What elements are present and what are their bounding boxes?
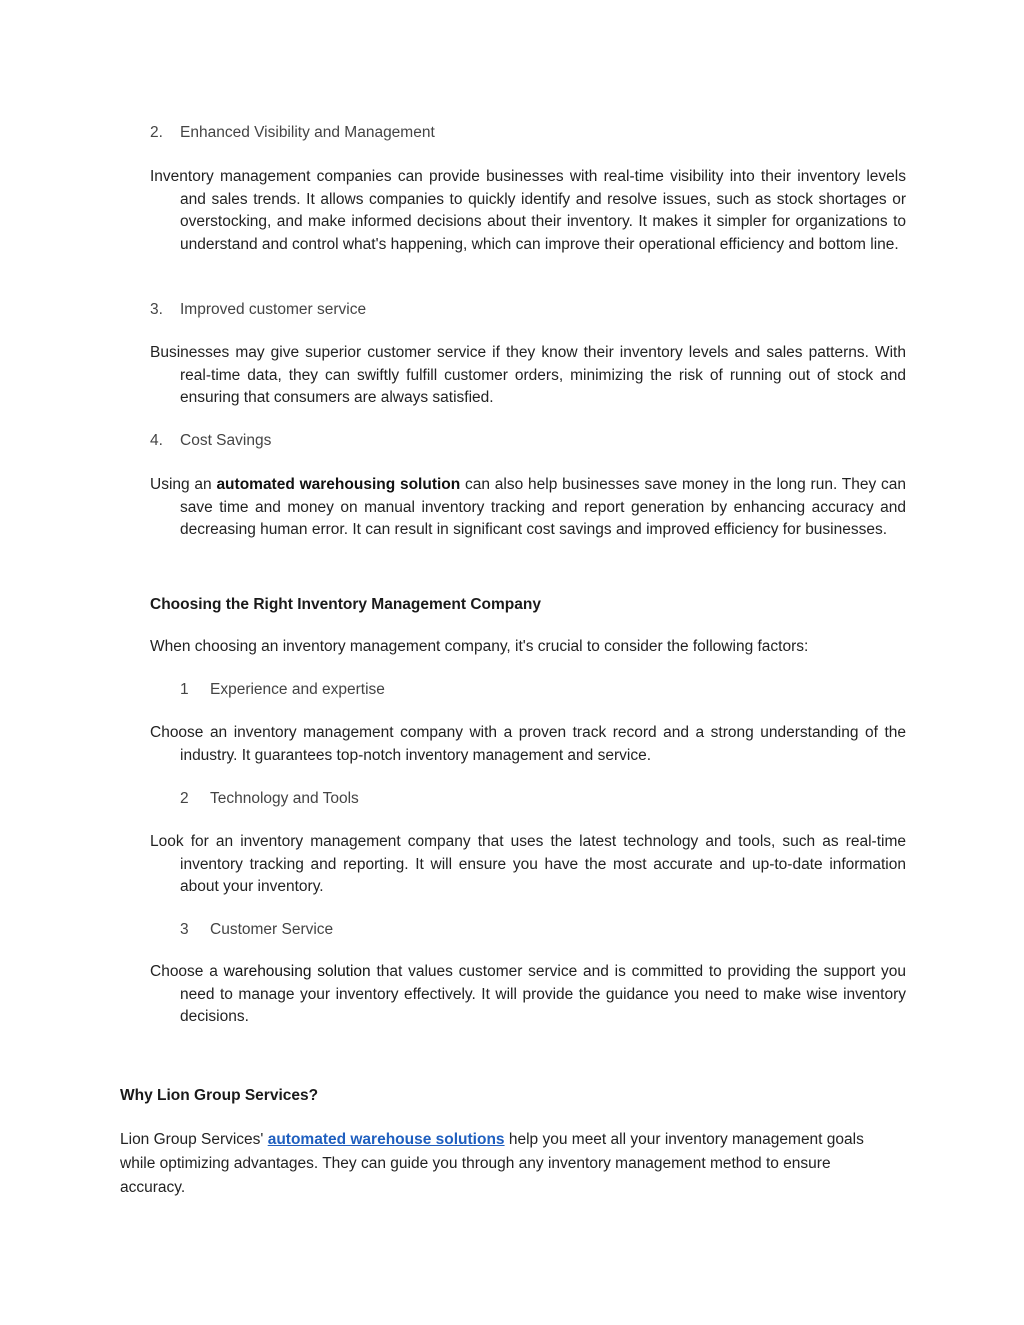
bold-phrase-automated-warehousing-solution: automated warehousing solution [216, 476, 461, 493]
factor-number: 1 [180, 681, 189, 698]
text-segment: help you meet all your inventory management goals while optimizing advantages. They can guide you through any inventory management method to ensure accuracy. [120, 1131, 864, 1196]
section-number: 3. [150, 301, 163, 318]
text-segment: Using an [150, 476, 217, 493]
text-segment: Lion Group Services' [120, 1131, 268, 1148]
link-automated-warehouse-solutions[interactable]: automated warehouse solutions [267, 1131, 505, 1148]
paragraph-why-lion-group [120, 1128, 890, 1200]
section-heading-enhanced-visibility [150, 122, 435, 145]
section-title: Improved customer service [180, 301, 367, 318]
paragraph-technology: Look for an inventory management company that uses the latest technology and tools, such as real-time inventory tracking and reporting. It will ensure you have the most accurate and up-to-date information about your inventory. [150, 833, 906, 896]
factor-title: Experience and expertise [210, 681, 385, 698]
factor-title: Technology and Tools [210, 790, 359, 807]
section-heading-customer-service [150, 299, 366, 322]
text-segment: Choose a [150, 963, 224, 980]
text-segment: can also help businesses save money in the long run. They can save time and money on manual inventory tracking and report generation by enhancing accuracy and decreasing human error. It can result in significant cost savings and improved efficiency for businesses. [180, 476, 906, 539]
paragraph-customer-service: Businesses may give superior customer service if they know their inventory levels and sales patterns. With real-time data, they can swiftly fulfill customer orders, minimizing the risk of running out of stock and ensuring that consumers are always satisfied. [150, 344, 906, 407]
section-heading-cost-savings [150, 430, 271, 453]
heading-choosing-company: Choosing the Right Inventory Management Company [150, 596, 541, 613]
factor-number: 3 [180, 921, 189, 938]
factor-heading-technology [180, 788, 359, 811]
text-segment: that values customer service and is committed to providing the support you need to manage your inventory effectively. It will provide the guidance you need to make wise inventory decisions. [180, 963, 906, 1026]
paragraph-customer-service-factor [150, 961, 906, 1029]
section-title: Enhanced Visibility and Management [180, 124, 435, 141]
section-number: 2. [150, 124, 163, 141]
paragraph-experience: Choose an inventory management company with a proven track record and a strong understanding of the industry. It guarantees top-notch inventory management and service. [150, 724, 906, 764]
section-title: Cost Savings [180, 432, 272, 449]
factor-heading-experience [180, 679, 385, 702]
section-number: 4. [150, 432, 163, 449]
factor-heading-customer-service [180, 919, 333, 942]
factor-number: 2 [180, 790, 189, 807]
paragraph-enhanced-visibility: Inventory management companies can provide businesses with real-time visibility into their inventory levels and sales trends. It allows companies to quickly identify and resolve issues, such as stock shortages or overstocking, and make informed decisions about their inventory. It makes it simpler for organizations to understand and control what's happening, which can improve their operational efficiency and bottom line. [150, 168, 906, 253]
choosing-intro: When choosing an inventory management company, it's crucial to consider the following factors: [150, 638, 809, 655]
factor-title: Customer Service [210, 921, 334, 938]
phrase-warehousing-solution: warehousing solution [223, 963, 371, 980]
heading-why-lion-group: Why Lion Group Services? [120, 1087, 319, 1104]
paragraph-cost-savings [150, 474, 906, 542]
